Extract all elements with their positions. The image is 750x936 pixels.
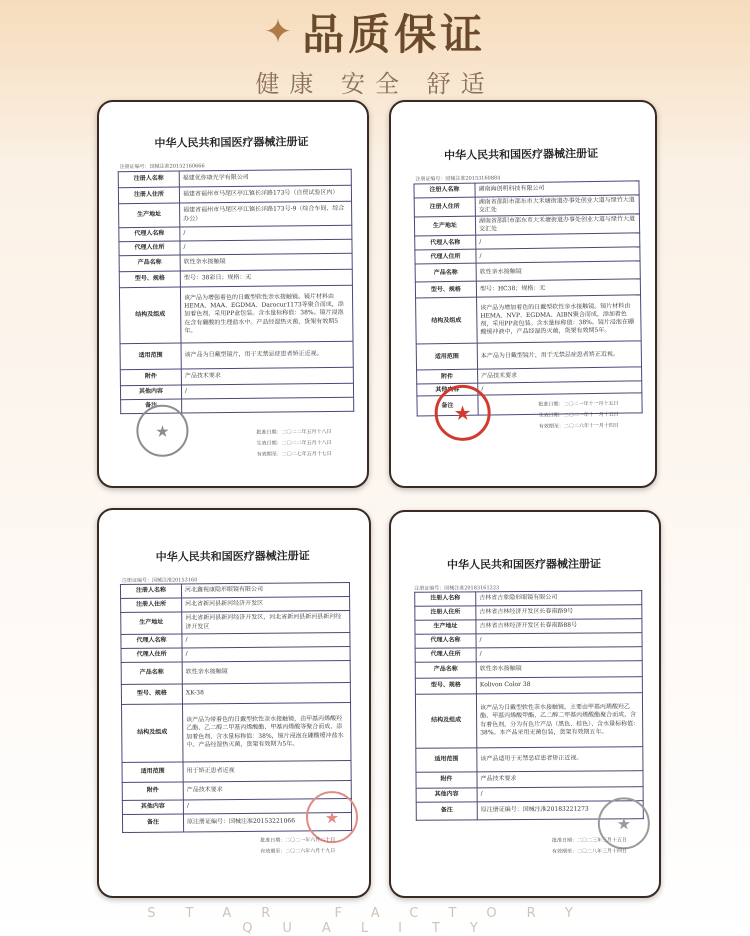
certificate-card-1 [97, 100, 369, 488]
field-label: 附件 [417, 370, 478, 385]
field-value: 该产品为增加着色的日戴型软性亲水接触镜。镜片材料由HEMA、NVP、EGDMA、AIBN聚合而成，添加着色剂，采用PP盒包装。含水量标称值：38%。镜片浸泡在硼酸缓冲液中，产品经湿热灭菌，货架有效期5年。 [477, 295, 642, 343]
certificate-title: 中华人民共和国医疗器械注册证 [155, 549, 310, 564]
field-value: 河北鑫视康隐形眼镜有限公司 [181, 582, 349, 597]
field-value: 用于矫正患者近视 [183, 760, 351, 781]
field-value: / [477, 787, 643, 802]
field-label: 附件 [120, 369, 181, 386]
page-title-text: 品质保证 [302, 10, 487, 59]
field-label: 注册人名称 [118, 171, 179, 188]
field-value: / [182, 632, 350, 647]
certificate-table [414, 590, 644, 821]
field-value: 湖南省邵阳市邵东市大禾塘街道办事处创业大道与绿竹大道交汇处 [475, 195, 639, 216]
registration-number: 注册证编号：国械注准20152160666 [119, 163, 205, 171]
field-value: 吉林省吉林经济开发区长春南路88号 [476, 619, 642, 634]
table-row [119, 201, 352, 227]
field-label: 适用范围 [120, 343, 181, 370]
field-label: 代理人名称 [415, 236, 476, 251]
certificate-title: 中华人民共和国医疗器械注册证 [446, 557, 602, 572]
field-value: 软性亲水接触镜 [476, 261, 640, 281]
field-value: 吉林省吉林经济开发区长春南路9号 [476, 605, 642, 620]
field-label: 代理人名称 [121, 634, 182, 649]
field-value: 原注册证编号：国械注准20183221273 [477, 801, 643, 820]
field-label: 型号、规格 [121, 684, 182, 705]
field-value: 产品技术要求 [183, 780, 351, 799]
field-value: 该产品为日戴型镜片，用于无禁忌症患者矫正近视。 [181, 341, 353, 369]
field-value: / [182, 646, 350, 661]
field-label: 备注 [416, 802, 477, 820]
field-label: 适用范围 [416, 748, 477, 772]
field-value: / [476, 647, 642, 662]
field-label: 注册人名称 [120, 584, 181, 599]
approval-date: 批准日期：二〇二三年三月十五日 [551, 837, 627, 844]
field-value: / [180, 225, 352, 241]
effective-date: 生效日期：二〇二二年五月十八日 [256, 439, 332, 447]
certificate-card-4 [389, 510, 661, 898]
field-label: 产品名称 [121, 662, 182, 685]
field-label: 注册人住所 [121, 598, 182, 613]
certificate-dates [260, 835, 335, 858]
field-label: 注册人名称 [414, 183, 475, 198]
table-row [416, 771, 643, 789]
field-value: / [476, 233, 640, 249]
registration-number: 注册证编号：国械注准20153160 [121, 577, 198, 584]
field-value: 福建优你康光学有限公司 [179, 169, 351, 187]
field-label: 代理人住所 [415, 648, 476, 662]
field-value: 河北省新河县新河经济开发区 [182, 596, 350, 611]
field-label: 产品名称 [119, 255, 180, 272]
field-label: 产品名称 [415, 662, 476, 678]
field-label: 代理人名称 [119, 227, 180, 242]
table-row [415, 677, 642, 695]
field-value: 产品技术要求 [181, 367, 353, 385]
field-label: 附件 [122, 782, 183, 801]
field-label: 结构及组成 [415, 694, 476, 748]
field-value: XK-38 [182, 682, 350, 703]
approval-date: 批准日期：二〇二二年五月十八日 [256, 428, 332, 436]
field-value: / [180, 239, 352, 255]
field-value: 该产品为带着色的日戴型软性亲水接触镜，由甲基丙烯酸羟乙酯、乙二醇二甲基丙烯酸酯、甲基丙烯酸等聚合而成，添加着色剂，含水量标称值：38%，镜片浸泡在硼酸缓冲盐水中。产品经湿热灭菌，货架有效期为5年。 [183, 702, 351, 761]
field-value: 软性亲水接触镜 [476, 661, 642, 678]
field-label: 备注 [122, 814, 183, 833]
certificate-table [413, 180, 642, 417]
field-label: 其他内容 [416, 788, 477, 802]
page-subtitle: 健康 安全 舒适 [255, 70, 495, 98]
field-value: 吉林省吉象隐形眼镜有限公司 [476, 591, 642, 606]
field-label: 备注 [417, 396, 478, 417]
field-value: / [181, 383, 353, 399]
certificate-table [118, 169, 355, 414]
table-row [120, 341, 353, 369]
field-label: 其他内容 [122, 800, 183, 815]
field-label: 型号、规格 [415, 282, 476, 299]
field-label: 结构及组成 [122, 704, 184, 763]
field-value: 福建省福州市马尾区亭江镇长洋路173号-9（综合车间、综合办公） [180, 201, 352, 227]
table-row [415, 661, 642, 679]
field-label: 其他内容 [120, 385, 181, 400]
field-label: 代理人名称 [415, 634, 476, 648]
field-label: 备注 [121, 399, 182, 414]
expiry-date: 有效期至：二〇二七年五月十七日 [256, 450, 332, 458]
field-value: 软性亲水接触镜 [182, 660, 350, 683]
page-title [0, 2, 750, 62]
field-value [182, 397, 354, 413]
field-label: 注册人住所 [118, 187, 179, 204]
field-value: 产品技术要求 [478, 367, 642, 383]
field-value: 型号：38彩日；规格：无 [180, 269, 352, 287]
field-value: 河北省新河县新河经济开发区，河北省新河县新河县新河经济开发区 [182, 610, 350, 633]
table-row [122, 702, 351, 762]
field-value: 该产品为日戴型软性亲水接触镜，主要由甲基丙烯酸羟乙酯、甲基丙烯酸甲酯、乙二醇二甲基丙烯酸酯聚合而成，含有着色剂，分为有色片产品（黑色、棕色）、含水量标称值：38%。本产品采用无菌包装，货架有效期五年。 [476, 693, 642, 748]
field-value: 本产品为日戴型镜片，用于无禁忌症患者矫正近视。 [477, 341, 641, 369]
field-value: 湖南海创明科技有限公司 [475, 181, 639, 197]
field-label: 代理人住所 [119, 241, 180, 256]
footer-slogan: STAR FACTORY QUALITY [147, 906, 603, 936]
registration-number: 注册证编号：国械注准20153160884 [415, 175, 501, 183]
table-row [122, 760, 351, 782]
field-value: 型号：HC38；规格：无 [476, 279, 640, 297]
table-row [121, 610, 350, 634]
field-label: 生产地址 [415, 620, 476, 634]
certificate-dates [538, 399, 618, 433]
field-label: 生产地址 [121, 612, 182, 635]
table-row [416, 747, 643, 773]
expiry-date: 有效期至：二〇二八年三月十四日 [552, 848, 628, 855]
field-value: 产品技术要求 [477, 771, 643, 788]
field-value: / [183, 798, 351, 813]
field-label: 适用范围 [122, 762, 183, 783]
field-label: 产品名称 [415, 264, 476, 283]
expiry-date: 有效期至：二〇二六年十一月十四日 [538, 422, 619, 430]
official-seal: ★ [136, 404, 189, 457]
field-value: 该产品适用于无禁忌症患者矫正近视。 [477, 747, 643, 772]
field-value: 原注册证编号：国械注准20153221066 [183, 812, 351, 831]
expiry-date: 有效期至：二〇二六年六月十九日 [260, 848, 336, 855]
field-value: Kolivon Color 38 [476, 677, 642, 694]
field-value: 软性亲水接触镜 [180, 253, 352, 271]
certificate-card-2 [389, 100, 657, 488]
effective-date: 生效日期：二〇二一年十一月十五日 [538, 411, 619, 419]
field-label: 注册人名称 [415, 592, 476, 606]
page-header [0, 0, 750, 110]
star-icon: ✦ [263, 12, 297, 52]
official-seal: ★ [306, 791, 358, 843]
field-label: 结构及组成 [119, 287, 181, 344]
official-seal: ★ [598, 797, 650, 849]
certificate-title: 中华人民共和国医疗器械注册证 [154, 135, 309, 150]
field-value: / [476, 633, 642, 648]
field-label: 型号、规格 [415, 678, 476, 694]
field-label: 注册人住所 [414, 197, 475, 217]
official-seal: ★ [434, 384, 491, 441]
field-value: / [476, 247, 640, 263]
field-value: / [478, 381, 642, 395]
field-label: 生产地址 [119, 203, 180, 228]
certificate-title: 中华人民共和国医疗器械注册证 [443, 146, 599, 163]
certificate-dates [256, 427, 331, 461]
field-label: 其他内容 [417, 384, 478, 397]
table-row [119, 285, 353, 343]
table-row [121, 682, 350, 704]
table-row [416, 295, 642, 344]
field-value: 湖南省邵阳市邵东市大禾塘街道办事处创业大道与绿竹大道交汇处 [475, 214, 639, 235]
field-label: 生产地址 [414, 216, 475, 236]
field-label: 附件 [416, 772, 477, 788]
field-label: 代理人住所 [415, 250, 476, 265]
field-value: 该产品为增强着色的日戴型软性亲水接触镜。镜片材料由HEMA、MAA、EGDMA、Darocur1173等聚合而成，添加着色剂，采用PP盒包装。含水量标称值：38%。镜片浸泡在含有硼酸的生理盐水中。产品经湿热灭菌，货架有效期5年。 [180, 285, 353, 343]
registration-number: 注册证编号：国械注准20183161223 [414, 585, 500, 592]
certificate-dates [552, 835, 627, 858]
certificate-card-3 [97, 508, 371, 898]
approval-date: 批准日期：二〇二一年六月二十日 [260, 837, 336, 844]
field-label: 型号、规格 [119, 271, 180, 288]
field-label: 代理人住所 [121, 648, 182, 663]
table-row [415, 693, 642, 749]
field-value: 福建省福州市马尾区亭江镇长洋路173号（自贸试验区内） [179, 185, 351, 203]
table-row [416, 341, 641, 370]
field-label: 适用范围 [416, 344, 477, 371]
table-row [121, 660, 350, 684]
field-label: 结构及组成 [416, 298, 478, 345]
approval-date: 批准日期：二〇二一年十一月十五日 [538, 400, 619, 408]
field-label: 注册人住所 [415, 606, 476, 620]
